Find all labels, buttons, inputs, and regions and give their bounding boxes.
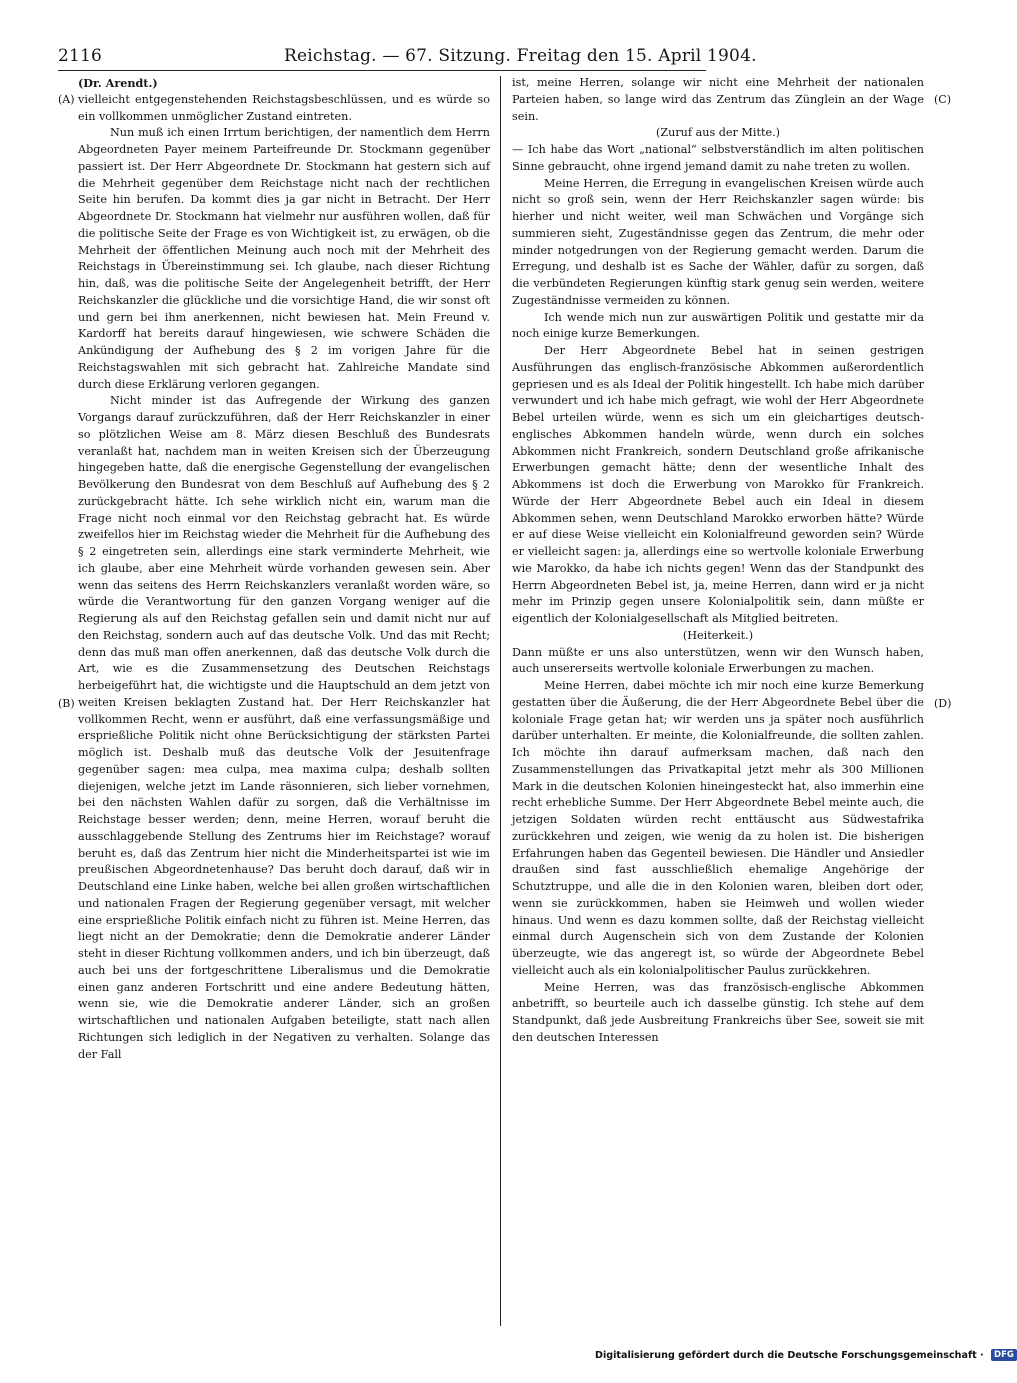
paragraph: Der Herr Abgeordnete Bebel hat in seinen gestrigen Ausführungen das englisch-französische Abkommen außerordentlich gepriesen und es als Ideal der Politik hingestellt. Ich habe mich darüber verwundert und ich habe mich gefragt, wie wohl der Herr Abgeordnete Bebel urteilen würde, wenn es sich um ein gleichartiges deutsch-englisches Abkommen handeln würde, wenn durch ein solches Abkommen nicht Frankreich, sondern Deutschland große afrikanische Erwerbungen gemacht hätte; denn der wesentliche Inhalt des Abkommens ist doch die Erwerbung von Marokko für Frankreich. Würde der Herr Abgeordnete Bebel auch ein Ideal in diesem Abkommen sehen, wenn Deutschland Marokko erworben hätte? Würde er auf diese Weise vielleicht ein Kolonialfreund geworden sein? Würde er vielleicht sagen: ja, allerdings eine so wertvolle koloniale Erwerbung wie Marokko, da habe ich nichts gegen! Wenn das der Standpunkt des Herrn Abgeordneten Bebel ist, ja, meine Herren, dann wird er ja nicht mehr im Prinzip gegen unsere Kolonialpolitik sein, dann müßte er eigentlich der Kolonialgesellschaft als Mitglied beitreten.	[512, 344, 924, 625]
page-header	[58, 42, 757, 68]
interjection: (Heiterkeit.)	[682, 628, 754, 642]
dfg-logo: DFG	[991, 1349, 1017, 1361]
paragraph: Ich wende mich nun zur auswärtigen Politik und gestatte mir da noch einige kurze Bemerkungen.	[512, 310, 924, 341]
right-column	[512, 75, 924, 1047]
funding-note	[595, 1349, 1014, 1361]
paragraph: Nun muß ich einen Irrtum berichtigen, der namentlich dem Herrn Abgeordneten Payer meinem Parteifreunde Dr. Stockmann gegenüber passiert ist. Der Herr Abgeordnete Dr. Stockmann hat gestern sich auf die Mehrheit gegenüber dem Reichstage nicht nach der rechtlichen Seite hin berufen. Da kommt dies ja gar nicht in Betracht. Der Herr Abgeordnete Dr. Stockmann hat vielmehr nur ausführen wollen, daß für die politische Seite der Frage es von Wichtigkeit ist, zu erwägen, ob die Mehrheit der öffentlichen Meinung auch noch mit der Mehrheit des Reichstags in Übereinstimmung sei. Ich glaube, nach dieser Richtung hin, daß, was die politische Seite der Angelegenheit betrifft, der Herr Reichskanzler die glückliche und die vorsichtige Hand, die wir sonst oft und gern bei ihm anerkennen, nicht bewiesen hat. Mein Freund v. Kardorff hat bereits darauf hingewiesen, wie schwere Schäden die Ankündigung der Aufhebung des § 2 im vorigen Jahre für die Reichstagswahlen mit sich gebracht hat. Zahlreiche Mandate sind durch diese Erklärung verloren gegangen.	[78, 126, 490, 391]
margin-mark-a: (A)	[58, 93, 75, 106]
page-number: 2116	[58, 46, 103, 66]
paragraph: Dann müßte er uns also unterstützen, wenn wir den Wunsch haben, auch unsererseits wertvolle koloniale Erwerbungen zu machen.	[512, 645, 924, 676]
running-head: Reichstag. — 67. Sitzung. Freitag den 15. April 1904.	[284, 46, 757, 66]
left-column	[78, 75, 490, 1063]
speaker-name: (Dr. Arendt.)	[78, 76, 158, 90]
margin-mark-b: (B)	[58, 697, 75, 710]
paragraph: Nicht minder ist das Aufregende der Wirkung des ganzen Vorgangs darauf zurückzuführen, daß der Herr Reichskanzler in einer so plötzlichen Weise am 8. März diesen Beschluß des Bundesrats veranlaßt hat, nachdem man in weiten Kreisen sich der Überzeugung hingegeben hatte, daß die energische Gegenstellung der evangelischen Bevölkerung den Bundesrat von dem Beschluß auf Aufhebung des § 2 zurückgebracht hätte. Ich sehe wirklich nicht ein, warum man die Frage nicht noch einmal vor den Reichstag gebracht hat. Es würde zweifellos hier im Reichstag wieder die Mehrheit für die Aufhebung des § 2 eingetreten sein, allerdings eine stark verminderte Mehrheit, wie ich glaube, aber eine Mehrheit würde vorhanden gewesen sein. Aber wenn das seitens des Herrn Reichskanzlers veranlaßt worden wäre, so würde die Verantwortung für den ganzen Vorgang weniger auf die Regierung als auf den Reichstag gefallen sein und damit nicht nur auf den Reichstag, sondern auch auf das deutsche Volk. Und das mit Recht; denn das muß man offen anerkennen, daß das deutsche Volk durch die Art, wie es die Zusammensetzung des Deutschen Reichstags herbeigeführt hat, die wichtigste und die Hauptschuld an dem jetzt von weiten Kreisen beklagten Zustand hat. Der Herr Reichskanzler hat vollkommen Recht, wenn er ausführt, daß eine verfassungsmäßige und ersprießliche Politik nicht ohne Berücksichtigung der stärksten Partei möglich ist. Deshalb muß das deutsche Volk der Jesuitenfrage gegenüber sagen: mea culpa, mea maxima culpa; deshalb sollten diejenigen, welche jetzt im Lande räsonnieren, sich lieber vornehmen, bei den nächsten Wahlen dafür zu sorgen, daß die Verhältnisse im Reichstage besser werden; denn, meine Herren, worauf beruht die ausschlaggebende Stellung des Zentrums hier im Reichstage? worauf beruht es, daß das Zentrum hier nicht die Minderheitspartei ist wie im preußischen Abgeordnetenhause? Das beruht doch darauf, daß wir in Deutschland eine Linke haben, welche bei allen großen wirtschaftlichen und nationalen Fragen der Regierung gegenüber versagt, mit welcher eine ersprießliche Politik einfach nicht zu führen ist. Meine Herren, das liegt nicht an der Demokratie; denn die Demokratie anderer Länder steht in dieser Richtung vollkommen anders, und ich bin überzeugt, daß auch bei uns der fortgeschrittene Liberalismus und die Demokratie einen ganz anderen Fortschritt und eine andere Bedeutung hätten, wenn sie, wie die Demokratie anderer Länder, sich an großen wirtschaftlichen und nationalen Aufgaben beteiligte, statt nach allen Richtungen sich lediglich in der Negativen zu verhalten. Solange das der Fall	[78, 394, 490, 1061]
paragraph: ist, meine Herren, solange wir nicht eine Mehrheit der nationalen Parteien haben, so lange wird das Zentrum das Zünglein an der Wage sein.	[512, 76, 924, 123]
funding-text: Digitalisierung gefördert durch die Deutsche Forschungsgemeinschaft ·	[595, 1350, 984, 1361]
margin-mark-d: (D)	[934, 697, 952, 710]
paragraph: — Ich habe das Wort „national“ selbstverständlich im alten politischen Sinne gebraucht, ohne irgend jemand damit zu nahe treten zu wollen.	[512, 143, 924, 173]
column-divider	[500, 76, 501, 1326]
header-rule	[58, 70, 706, 71]
paragraph: Meine Herren, dabei möchte ich mir noch eine kurze Bemerkung gestatten über die Äußerung, die der Herr Abgeordnete Bebel über die koloniale Frage getan hat; wir werden uns ja später noch ausführlich darüber unterhalten. Er meinte, die Kolonialfreunde, die sollten zahlen. Ich möchte ihn darauf aufmerksam machen, daß nach den Zusammenstellungen das Privatkapital jetzt mehr als 300 Millionen Mark in die deutschen Kolonien hineingesteckt hat, also immerhin eine recht erhebliche Summe. Der Herr Abgeordnete Bebel meinte auch, die jetzigen Soldaten würden recht enttäuscht aus Südwestafrika zurückkehren und zeigen, wie wenig da zu holen ist. Die bisherigen Erfahrungen haben das Gegenteil bewiesen. Die Händler und Ansiedler draußen sind fast ausschließlich ehemalige Angehörige der Schutztruppe, und alle die in den Kolonien waren, bleiben dort oder, wenn sie zurückkommen, haben sie Heimweh und wollen wieder hinaus. Und wenn es dazu kommen sollte, daß der Reichstag vielleicht einmal durch Augenschein sich von dem Zustande der Kolonien überzeugte, wie das angeregt ist, so würde der Abgeordnete Bebel vielleicht auch als ein kolonialpolitischer Paulus zurückkehren.	[512, 679, 924, 977]
margin-mark-c: (C)	[934, 93, 951, 106]
paragraph: Meine Herren, was das französisch-englische Abkommen anbetrifft, so beurteile auch ich dasselbe günstig. Ich stehe auf dem Standpunkt, daß jede Ausbreitung Frankreichs über See, soweit sie mit den deutschen Interessen	[512, 980, 924, 1044]
paragraph: vielleicht entgegenstehenden Reichstagsbeschlüssen, und es würde so ein vollkommen unmöglicher Zustand eintreten.	[78, 92, 490, 123]
paragraph: Meine Herren, die Erregung in evangelischen Kreisen würde auch nicht so groß sein, wenn der Herr Reichskanzler sagen würde: bis hierher und nicht weiter, weil man Schwächen und Vorgänge sich summieren sieht, Zugeständnisse gegen das Zentrum, die mehr oder minder notgedrungen von der Regierung gemacht werden. Darum die Erregung, und deshalb ist es Sache der Wähler, dafür zu sorgen, daß die verbündeten Regierungen künftig stark genug sein werden, weitere Zugeständnisse vermeiden zu können.	[512, 176, 924, 307]
interjection: (Zuruf aus der Mitte.)	[655, 126, 781, 140]
